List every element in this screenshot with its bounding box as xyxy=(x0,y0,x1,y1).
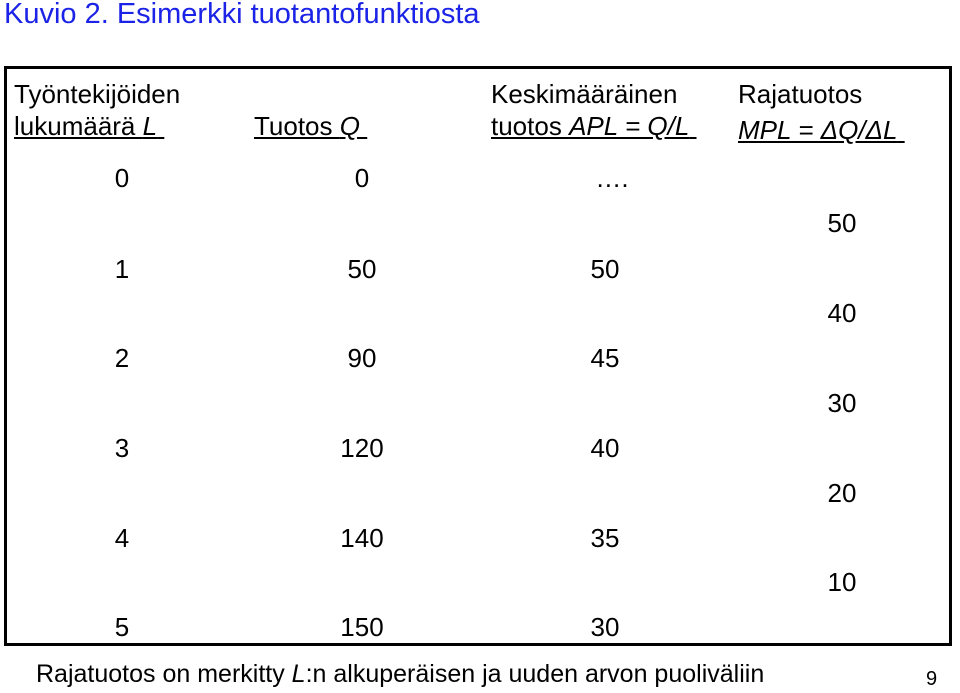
cell-APL-0: …. xyxy=(595,163,629,193)
header-marginal-product xyxy=(738,78,905,146)
header-output-label: Tuotos Q xyxy=(254,111,360,141)
header-workers-line2: lukumäärä L xyxy=(14,111,158,141)
cell-APL-3: 40 xyxy=(590,433,620,463)
cell-MPL-3: 20 xyxy=(827,478,857,508)
cell-L-1: 1 xyxy=(114,254,130,284)
header-workers-line1: Työntekijöiden xyxy=(14,79,181,109)
table-frame xyxy=(4,66,952,646)
cell-L-2: 2 xyxy=(114,343,130,373)
cell-L-0: 0 xyxy=(114,163,130,193)
header-workers xyxy=(14,78,180,142)
cell-MPL-1: 40 xyxy=(827,298,857,328)
cell-L-5: 5 xyxy=(114,612,130,642)
header-output xyxy=(254,110,367,142)
footer-note: Rajatuotos on merkitty L:n alkuperäisen ja uuden arvon puoliväliin xyxy=(36,660,765,688)
cell-L-3: 3 xyxy=(114,433,130,463)
cell-Q-0: 0 xyxy=(354,163,370,193)
cell-APL-2: 45 xyxy=(590,343,620,373)
cell-MPL-0: 50 xyxy=(827,208,857,238)
cell-Q-4: 140 xyxy=(340,523,384,553)
cell-APL-5: 30 xyxy=(590,612,620,642)
header-apl-line1: Keskimääräinen xyxy=(491,79,678,109)
cell-APL-1: 50 xyxy=(590,254,620,284)
header-mpl-line2: MPL = ΔQ/ΔL xyxy=(738,115,898,145)
header-mpl-line1: Rajatuotos xyxy=(738,79,863,109)
cell-Q-5: 150 xyxy=(340,612,384,642)
page-number: 9 xyxy=(926,668,938,690)
header-apl-line2: tuotos APL = Q/L xyxy=(491,111,690,141)
cell-Q-3: 120 xyxy=(340,433,384,463)
header-average-product xyxy=(491,78,697,142)
cell-Q-2: 90 xyxy=(347,343,377,373)
slide-title: Kuvio 2. Esimerkki tuotantofunktiosta xyxy=(4,0,480,30)
cell-APL-4: 35 xyxy=(590,523,620,553)
cell-L-4: 4 xyxy=(114,523,130,553)
cell-MPL-4: 10 xyxy=(827,567,857,597)
cell-Q-1: 50 xyxy=(347,254,377,284)
cell-MPL-2: 30 xyxy=(827,388,857,418)
